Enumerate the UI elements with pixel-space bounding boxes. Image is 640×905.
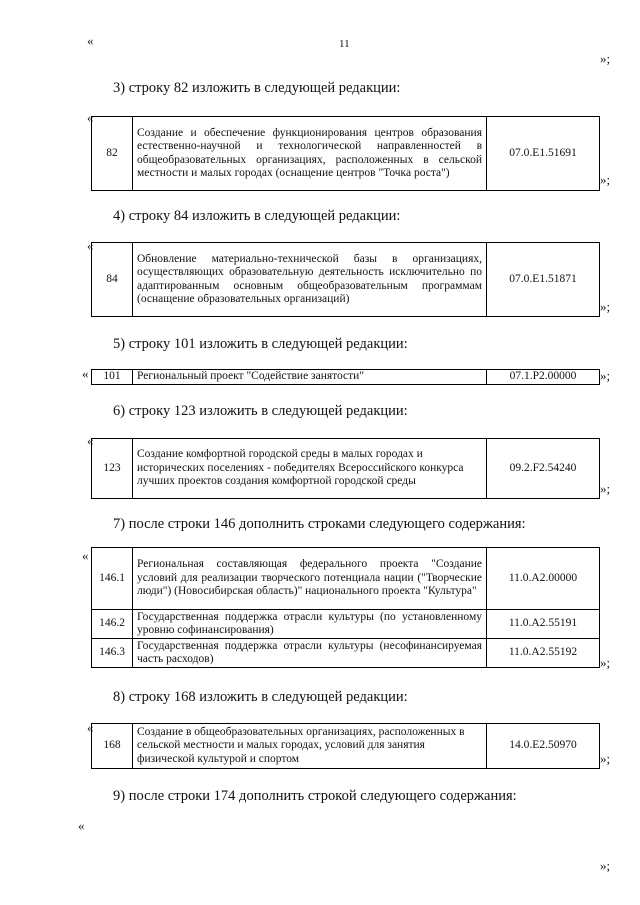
row-code: 14.0.E2.50970 — [487, 724, 600, 769]
paragraph-5: 5) строку 101 изложить в следующей редакции: — [113, 336, 408, 352]
table-row-84 — [91, 242, 600, 317]
table-row — [92, 639, 600, 668]
table-row-82 — [91, 116, 600, 191]
row-code: 11.0.A2.55191 — [487, 610, 600, 639]
table-row — [92, 548, 600, 610]
row-description: Государственная поддержка отрасли культуры (по установленному уровню софинансирования) — [133, 610, 487, 639]
row-number: 146.2 — [92, 610, 133, 639]
row-description: Создание и обеспечение функционирования центров образования естественно-научной и технологической направленностей в общеобразовательных организациях, расположенных в сельской местности и малых городах (оснащение центров "Точка роста") — [133, 117, 487, 191]
row-number: 101 — [92, 370, 133, 385]
quote-open: « — [82, 548, 89, 563]
paragraph-6: 6) строку 123 изложить в следующей редакции: — [113, 403, 408, 419]
row-code: 07.1.P2.00000 — [487, 370, 600, 385]
quote-open: « — [87, 433, 94, 448]
quote-close: »; — [600, 858, 611, 873]
quote-open: « — [87, 238, 94, 253]
row-description: Обновление материально-технической базы в организациях, осуществляющих образовательную деятельность исключительно по адаптированным основным общеобразовательным программам (оснащение образовательных организаций) — [133, 243, 487, 317]
quote-close: »; — [600, 481, 611, 496]
row-description: Региональный проект "Содействие занятости" — [133, 370, 487, 385]
paragraph-8: 8) строку 168 изложить в следующей редакции: — [113, 689, 408, 705]
page-number: 11 — [339, 38, 350, 50]
row-code: 11.0.A2.55192 — [487, 639, 600, 668]
row-code: 11.0.A2.00000 — [487, 548, 600, 610]
row-code: 07.0.E1.51871 — [487, 243, 600, 317]
paragraph-3: 3) строку 82 изложить в следующей редакции: — [113, 80, 401, 96]
row-description: Государственная поддержка отрасли культуры (несофинансируемая часть расходов) — [133, 639, 487, 668]
quote-close: »; — [600, 51, 611, 66]
row-number: 123 — [92, 439, 133, 499]
row-description: Региональная составляющая федерального проекта "Создание условий для реализации творческого потенциала нации ("Творческие люди") (Новосибирская область)" национального проекта "Культура" — [133, 548, 487, 610]
paragraph-9: 9) после строки 174 дополнить строкой следующего содержания: — [113, 788, 517, 804]
quote-open: « — [82, 366, 89, 381]
quote-open: « — [87, 720, 94, 735]
table-rows-146 — [91, 547, 600, 668]
row-description: Создание в общеобразовательных организациях, расположенных в сельской местности и малых городах, условий для занятия физической культурой и спортом — [133, 724, 487, 769]
table-row — [92, 610, 600, 639]
quote-close: »; — [600, 655, 611, 670]
quote-close: »; — [600, 172, 611, 187]
quote-close: »; — [600, 751, 611, 766]
row-number: 168 — [92, 724, 133, 769]
row-code: 09.2.F2.54240 — [487, 439, 600, 499]
row-number: 146.1 — [92, 548, 133, 610]
quote-close: »; — [600, 299, 611, 314]
row-code: 07.0.E1.51691 — [487, 117, 600, 191]
row-description: Создание комфортной городской среды в малых городах и исторических поселениях - победителях Всероссийского конкурса лучших проектов создания комфортной городской среды — [133, 439, 487, 499]
table-row — [92, 439, 600, 499]
quote-close: »; — [600, 368, 611, 383]
table-row-123 — [91, 438, 600, 499]
quote-open: « — [87, 110, 94, 125]
table-row — [92, 117, 600, 191]
row-number: 82 — [92, 117, 133, 191]
paragraph-4: 4) строку 84 изложить в следующей редакции: — [113, 208, 401, 224]
table-row-101 — [91, 369, 600, 385]
quote-open: « — [78, 818, 85, 833]
row-number: 146.3 — [92, 639, 133, 668]
table-row — [92, 370, 600, 385]
row-number: 84 — [92, 243, 133, 317]
table-row — [92, 243, 600, 317]
table-row-168 — [91, 723, 600, 769]
table-row — [92, 724, 600, 769]
quote-open: « — [87, 33, 94, 48]
paragraph-7: 7) после строки 146 дополнить строками следующего содержания: — [113, 516, 526, 532]
